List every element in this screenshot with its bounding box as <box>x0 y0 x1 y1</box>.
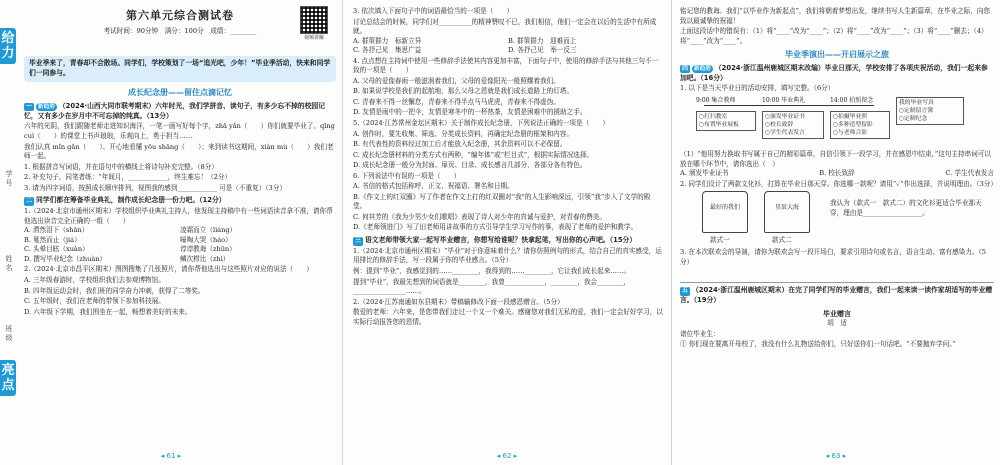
qr-caption: 视频讲解 <box>303 35 324 41</box>
activity-item[interactable]: ○打扫教室 <box>699 114 728 121</box>
option[interactable]: D. 撰写毕业纪念（zhuàn） <box>24 254 107 263</box>
option[interactable]: B. 群策群力 迎难而上 <box>508 36 577 45</box>
shirt-print: 星辰大海 <box>774 204 799 212</box>
page-63 <box>671 0 1000 465</box>
option[interactable]: C. 各抒己见 集思广益 <box>353 46 422 55</box>
section-number: 三 <box>355 237 362 245</box>
page-number-value: 63 <box>831 451 841 460</box>
field-class: 班级 <box>5 325 13 342</box>
option[interactable]: D. 六年级下学期，我们围坐在一起，畅想着美好的未来。 <box>24 307 192 316</box>
question: 6. 下列说法中有误的一项是（ ） <box>353 171 461 180</box>
answer-line[interactable]: 提到“毕业”，我最先想到的词语就是________，我曾____________，________，我会________，________________……。 <box>353 277 631 296</box>
option[interactable]: B. 如果说学校是我们的起航地，那么父母之恩就是我们成长道路上的灯塔。 <box>353 87 574 96</box>
option[interactable]: C. 学生代表发言 <box>945 169 994 178</box>
section-subtitle: 成长纪念册——留住点滴记忆 <box>128 88 232 98</box>
trend-badge: 新趋势 <box>38 103 55 110</box>
option[interactable]: 鳞次栉比（zhì） <box>180 254 230 263</box>
question-text: 敬爱的老师：六年来，是您带我们走过一个又一个难关。感谢您对我们无私的爱，我们一定会好好学习，以实际行动报答您的恩情。 <box>353 308 663 326</box>
intro-banner: 毕业季来了，青春却不会散场。同学们，学校策划了一场“追光吧，少年！”毕业季活动，快来和同学们一同参与。 <box>24 56 336 82</box>
activity-box <box>830 111 890 139</box>
section-title: （2024·山西大同市联考期末）六年时光，我们学拼音、读句子，有多少忘不掉的校园记忆，又有多少在岁月中不可忘掉的纯真。（13分） <box>24 101 325 120</box>
question: 2.（2024·江苏南通如东县期末）带稿输修改下面一段感恩赠言。（5分） <box>353 297 564 306</box>
question: 1. 根据拼音写词语，并在语句中的横线上将诗句补充完整。（8分） <box>24 162 218 171</box>
article-title: 毕业赠言 <box>823 309 851 318</box>
option[interactable]: C. 头晕目眩（xuàn） <box>24 245 89 254</box>
option[interactable]: D.《老师领进门》写了田老师用讲故事的方式引导学生学习写作的事，表现了老师的爱护和教学。 <box>353 223 638 232</box>
section-title: （2024·浙江温州鹿城区期末改编）毕业日那天，学校安排了各项庆祝活动，我们一起来参加吧。（16分） <box>680 63 988 82</box>
option[interactable]: A. 颁发毕业证书 <box>680 169 729 178</box>
options-list <box>680 169 994 179</box>
option[interactable]: D. 成长纪念册一般分为封面、扉页、目录、成长感言几部分，各部分各有特色。 <box>353 161 587 170</box>
option[interactable]: 凌霜而立（liáng） <box>180 226 237 235</box>
side-item[interactable]: ○定制纪念 <box>899 116 928 123</box>
options-list <box>24 226 336 264</box>
section-subtitle: 毕业季演出——开启展示之旅 <box>785 50 889 60</box>
timeline-label: 10:00 毕业典礼 <box>762 97 806 105</box>
article-greeting: 诸位毕业生： <box>680 329 720 338</box>
shirt-one-image[interactable] <box>702 191 748 233</box>
question: 5.（2024·江苏常州金坛区期末）关于制作成长纪念册，下列说法正确的一项是（ ） <box>353 119 609 128</box>
question: 4. 点点想在主持词中使用一些修辞手法使其内容更加丰富，下面句子中，使用的修辞手法与其他三句不一致的一项是（ ） <box>353 56 659 75</box>
answer-line[interactable] <box>680 269 994 283</box>
side-tab-bottom: 亮点 <box>0 360 16 396</box>
activity-item[interactable]: ○学生代表发言 <box>765 130 805 137</box>
page-61 <box>0 0 342 465</box>
page-number: ◂ 62 ▸ <box>496 451 518 460</box>
activity-box <box>762 111 824 139</box>
section-one-header <box>24 102 336 122</box>
passage-line: 六年的光阴，我们跟随老师走进知识海洋，一笔一画写好每个字，zhǎ yǎn（ ）你们就要毕业了。qīng cuì（ ）的课堂上书声琅琅，乐观向上，勇于担当…… <box>24 122 335 140</box>
question: 2. 补充句子，同笔者练：“年间月，____________，终生难忘！（2分） <box>24 173 232 182</box>
article-author: 胡 适 <box>827 319 847 328</box>
question: 2. 同学们设计了两款文化衫，打算在毕业日那天穿。你选哪一款呢？请用“✓”作出选择，并说明理由。（3分） <box>680 179 997 188</box>
question: 1.（2024·北京市通州区期末）学校组织毕业典礼主持人，他发现主持稿中有一些词语读音拿不准，请你帮他选出读音完全正确的一组（ ） <box>24 207 333 225</box>
activity-box <box>696 111 756 131</box>
option[interactable]: 嚎啕大哭（háo） <box>180 235 232 244</box>
option[interactable]: B. 有代表性的资料经过加工后才能放入纪念册，其余资料可以不必保留。 <box>353 140 567 149</box>
option[interactable]: C. 成长纪念册材料的分类方式有两种，“编年体”或“栏目式”，根据实际情况选择。 <box>353 150 594 159</box>
option[interactable]: 谆谆教诲（zhūn） <box>180 245 236 254</box>
side-item[interactable]: ○定制留言簿 <box>899 108 934 115</box>
shirt-answer[interactable]: 我认为（款式一 款式二）的文化衫更适合毕业那天穿，理由是__________________。 <box>830 199 982 217</box>
option[interactable]: A. 创作时，要先收集、筛选、分类成长资料，再确定纪念册的框架和内容。 <box>353 129 573 138</box>
activity-item[interactable]: ○颁发毕业证书 <box>765 114 805 121</box>
question: 3. 在本次联欢会的导演，请你为联欢会写一段开场白，要求引用诗句或名言，语言生动、富有感染力。（5分） <box>680 248 986 266</box>
section-number: 五 <box>682 287 689 295</box>
side-tab-top: 给力 <box>0 28 16 64</box>
shirt-two-image[interactable] <box>764 191 810 233</box>
question: 2.（2024·北京市昌平区期末）图图搜集了几张照片，请你帮他选出与这些照片对应的说法（ ） <box>24 265 313 274</box>
shirt-options <box>680 189 994 247</box>
section-number: 二 <box>26 197 33 205</box>
side-box <box>896 97 964 125</box>
timeline-label: 14:00 拍照留念 <box>830 97 874 105</box>
article-text: ① 你们现在要离开母校了，我没有什么礼物送给你们，只好送你们一句话吧。“不要抛弃学问。” <box>680 340 956 349</box>
option[interactable]: B. 戛然而止（jiá） <box>24 235 81 244</box>
field-student-no: 学号 <box>5 170 13 187</box>
question: 1. 以下是当天毕业日的活动安排，填写完整。（6分） <box>680 84 835 93</box>
option[interactable]: B.《作文上的红双圈》写了作者在作文上打的红双圈对“我”的人生影响深远，引领“我”步入了文学的殿堂。 <box>353 192 651 211</box>
option[interactable]: A. 父母的爱像春雨一般滋润着我们，父母的爱像阳光一般照耀着我们。 <box>353 76 560 85</box>
options-list <box>353 37 663 56</box>
page-number: ◂ 61 ▸ <box>160 451 182 460</box>
option[interactable]: D. 友情是雨中的一把伞，友情是寒冬中的一杯热茶，友情是困难中的援助之手。 <box>353 108 587 117</box>
activity-item[interactable]: ○布置毕业展板 <box>699 122 739 129</box>
page-number-value: 61 <box>166 451 176 460</box>
qr-code-icon[interactable] <box>300 6 328 34</box>
activity-item[interactable]: ○校长致辞 <box>765 122 794 129</box>
shirt-two-label: 款式二 <box>772 236 792 245</box>
question: （1）“他用努力换取书写属于自己的精彩篇章，自信引领下一段学习，并在感恩中结束，”这句主持串词可以放在哪个环节中，请你选出（ ） <box>680 150 991 168</box>
shirt-one-label: 款式一 <box>710 236 730 245</box>
option[interactable]: B. 校长致辞 <box>819 169 855 178</box>
question-text: 讨论总结会的时候，同学们对__________的精神赞叹不已，我们相信，他们一定会在以后的生活中有所成就。 <box>353 17 657 36</box>
page-title: 第六单元综合测试卷 <box>126 9 234 22</box>
option[interactable]: B. 四年级运动会时，我们班的同学奋力冲刺，获得了二等奖。 <box>24 286 205 295</box>
option[interactable]: C. 五年级时，我们在老师的带领下参加科技展。 <box>24 297 165 306</box>
section-number: 四 <box>682 64 689 72</box>
question-hint: 例：提到“毕业”，我感觉到的……________，我得到的……________，它让我们成长起来……。 <box>353 266 631 275</box>
page-number-value: 62 <box>502 451 512 460</box>
section-three-header <box>353 236 663 246</box>
section-title: 同学们都在筹备毕业典礼，制作成长纪念册一份力吧。（12分） <box>36 196 226 205</box>
timeline <box>680 97 994 149</box>
option[interactable]: C. 何其芳的《我为少男少女们歌唱》表现了诗人对少年的真诚与爱护，对青春的赞美。 <box>353 212 606 221</box>
side-item[interactable]: 我的毕业写真 <box>899 100 934 107</box>
passage-line: 铭记您的教诲。我们“以毕业作为新起点”，我们将朝着梦想出发，继续书写人生新篇章，在毕业之际，向您致以最诚挚的祝福！ <box>680 7 991 25</box>
section-four-header <box>680 64 994 84</box>
option[interactable]: D. 各抒己见 举一反三 <box>508 46 577 55</box>
question: 3. 依次填入下面句子中的词语最恰当的一项是（ ） <box>353 7 514 15</box>
option[interactable]: A. 群策群力 标新立异 <box>353 36 422 45</box>
trend-badge: 新趋势 <box>694 65 711 72</box>
activity-item[interactable]: ○拍摄毕业照 <box>833 114 868 121</box>
section-two-header <box>24 196 336 206</box>
question: 3. 请为四字词语，按照成长顺序排列，视图我的感到____________ 可是（不重复）（3分） <box>24 183 286 192</box>
passage-line: 我们认真 mǐn gǎn（ ）、开心地看懂 yōu shāng（ ）；来到读书这期间，xiàn mù（ ）我们老师一起。 <box>24 142 334 161</box>
section-number: 一 <box>26 102 33 110</box>
question: 上面这段话中的错误有：（1）将“____”改为“____”；（2）将“____”改为“____”；（3）将“____”删去；（4）将“____”改为“____”。 <box>680 27 988 45</box>
page-62 <box>342 0 671 465</box>
timeline-label: 9:00 集合教师 <box>696 97 736 105</box>
option[interactable]: A. 潸然泪下（shān） <box>24 226 89 235</box>
exam-meta: 考试时间：90分钟 满分：100分 成绩：________ <box>103 26 257 35</box>
question: 1.（2024·北京市通州区期末）“毕业”对于你意味着什么？请你仿照例句的形式，结合自己的真实感受，运用排比的修辞手法，写一段属于你的毕业感言。（5分） <box>353 246 662 265</box>
activity-item[interactable]: ○与老师合影 <box>833 130 868 137</box>
shirt-print: 最好的我们 <box>709 204 740 212</box>
page-number: ◂ 63 ▸ <box>825 451 847 460</box>
option[interactable]: A. 书信的格式包括称呼、正文、祝福语、署名和日期。 <box>353 182 514 191</box>
section-title: 语文老师带领大家一起写毕业赠言，你想写给谁呢？快拿起笔，写出你的心声吧。（15分） <box>365 236 637 245</box>
option[interactable]: C. 青春来不得一丝懈怠，青春来不得半点马马虎虎，青春来不得虚伪。 <box>353 97 560 106</box>
option[interactable]: A. 三年级春游时，学校组织我们去参观博物馆。 <box>24 275 165 284</box>
section-five-header <box>680 286 994 306</box>
section-title: （2024·浙江温州鹿城区期末）在完了同学们写的毕业赠言，我们一起来读一读作家胡适写的毕业赠言。（19分） <box>680 286 993 305</box>
activity-item[interactable]: ○多种造型留影 <box>833 122 873 129</box>
field-name: 姓名 <box>5 255 13 272</box>
